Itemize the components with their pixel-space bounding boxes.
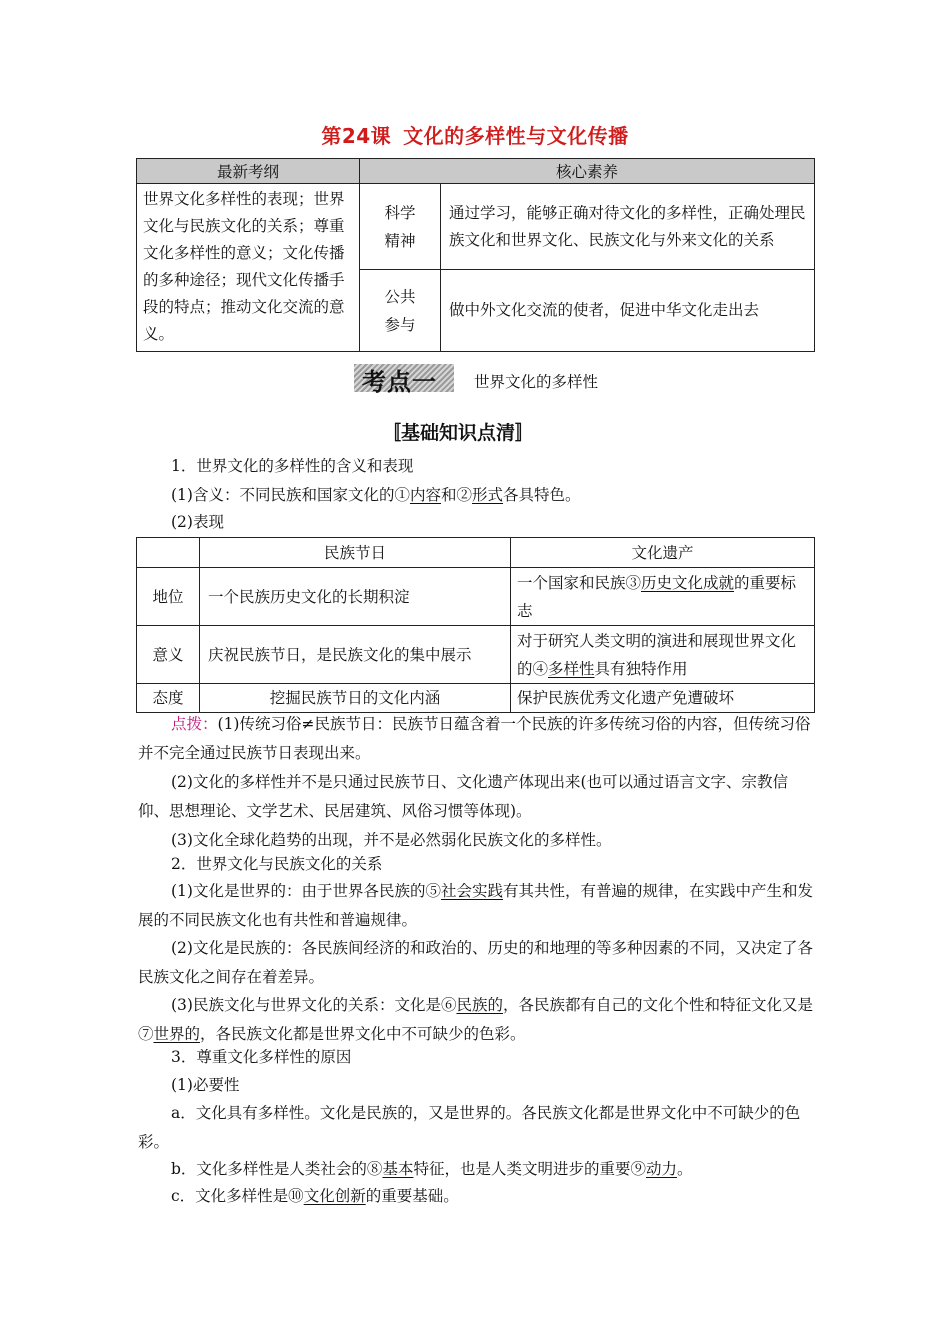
label-line: 公共 [384, 287, 416, 306]
label-line: 精神 [384, 231, 416, 250]
s3-a: a．文化具有多样性。文化是民族的，又是世界的。各民族文化都是世界文化中不可缺少的色彩。 [138, 1104, 801, 1151]
left-bracket-icon: 〚 [382, 422, 402, 444]
lesson-topic: 文化的多样性与文化传播 [403, 124, 629, 148]
s2-heading: 2．世界文化与民族文化的关系 [171, 855, 383, 873]
tip-2: (2)文化的多样性并不是只通过民族节日、文化遗产体现出来(也可以通过语言文字、宗教信仰、思想理论、文学艺术、民居建筑、风俗习惯等体现)。 [138, 773, 789, 820]
literacy-text-science: 通过学习，能够正确对待文化的多样性，正确处理民族文化和世界文化、民族文化与外来文化的关系 [441, 184, 815, 270]
answer-blank: 世界的 [153, 1025, 201, 1043]
intro-table [136, 158, 815, 352]
kaodian-label: 世界文化的多样性 [474, 373, 599, 391]
text-run: ，各民族文化都是世界文化中不可缺少的色彩。 [200, 1025, 526, 1043]
s3-b [138, 1155, 815, 1184]
answer-blank: 文化创新 [303, 1187, 366, 1205]
tip-3: (3)文化全球化趋势的出现，并不是必然弱化民族文化的多样性。 [171, 831, 612, 849]
kaodian-badge [344, 360, 456, 394]
heritage-cell [511, 568, 815, 626]
tip-label: 点拨： [171, 715, 218, 733]
text-run: 各具特色。 [503, 486, 581, 504]
text-run: 特征，也是人类文明进步的重要⑨ [413, 1160, 646, 1178]
text-run: 对于研究人类文明的演进和展现世界文化的④ [517, 631, 797, 678]
answer-blank: 民族的 [456, 996, 503, 1014]
text-run: 的重要基础。 [365, 1187, 459, 1205]
tip-1 [138, 710, 815, 768]
table-corner [137, 538, 200, 568]
festival-cell: 一个民族历史文化的长期积淀 [200, 568, 511, 626]
text-run: 具有独特作用 [594, 659, 688, 678]
section-heading-text: 基础知识点清 [401, 422, 516, 444]
s2-p3 [138, 991, 815, 1049]
section-heading [382, 418, 534, 445]
answer-blank: 基本 [382, 1160, 414, 1178]
label-line: 参与 [384, 315, 416, 334]
s3-sub: (1)必要性 [171, 1076, 240, 1094]
text-run: (1)含义：不同民族和国家文化的① [171, 486, 410, 504]
syllabus-text: 世界文化多样性的表现；世界文化与民族文化的关系；尊重文化多样性的意义；文化传播的多种途径；现代文化传播手段的特点；推动文化交流的意义。 [137, 184, 360, 352]
festival-header: 民族节日 [200, 538, 511, 568]
page-title [0, 120, 950, 149]
festival-cell: 庆祝民族节日，是民族文化的集中展示 [200, 626, 511, 684]
text-run: (1)传统习俗≠民族节日：民族节日蕴含着一个民族的许多传统习俗的内容，但传统习俗并不完全通过民族节日表现出来。 [138, 715, 811, 762]
heritage-cell: 保护民族优秀文化遗产免遭破坏 [511, 684, 815, 713]
text-run: 。 [676, 1160, 693, 1178]
literacy-label-science [360, 184, 441, 270]
literacy-text-public: 做中外文化交流的使者，促进中华文化走出去 [441, 270, 815, 352]
answer-blank: 动力 [645, 1160, 677, 1178]
text-run: (1)文化是世界的：由于世界各民族的⑤ [171, 882, 441, 900]
right-bracket-icon: 〛 [515, 422, 535, 444]
text-run: ，各民族都有自己的文化个性和特征文化又是⑦ [138, 996, 813, 1043]
s2-p1 [138, 877, 815, 935]
s3-c [138, 1182, 815, 1211]
row-label: 态度 [137, 684, 200, 713]
festival-cell: 挖掘民族节日的文化内涵 [200, 684, 511, 713]
heritage-header: 文化遗产 [511, 538, 815, 568]
s3-heading: 3．尊重文化多样性的原因 [171, 1048, 352, 1066]
heritage-cell [511, 626, 815, 684]
row-label: 意义 [137, 626, 200, 684]
badge-text: 考点一 [362, 368, 437, 396]
s1-manifestation: (2)表现 [171, 513, 224, 531]
manifestation-table [136, 537, 815, 713]
text-run: 的重要标志 [517, 573, 797, 620]
answer-blank: 历史文化成就 [641, 573, 735, 592]
answer-blank: 多样性 [548, 659, 595, 678]
s2-p2: (2)文化是民族的：各民族间经济的和政治的、历史的和地理的等多种因素的不同，又决定了各民族文化之间存在着差异。 [138, 939, 813, 986]
text-run: c．文化多样性是⑩ [171, 1187, 304, 1205]
literacy-label-public [360, 270, 441, 352]
answer-blank: 形式 [472, 486, 504, 504]
text-run: (3)民族文化与世界文化的关系：文化是⑥ [171, 996, 457, 1014]
text-run: 一个国家和民族③ [517, 573, 642, 592]
row-label: 地位 [137, 568, 200, 626]
label-line: 科学 [384, 203, 416, 222]
text-run: b．文化多样性是人类社会的⑧ [171, 1160, 383, 1178]
text-run: 有其共性，有普遍的规律，在实践中产生和发展的不同民族文化也有共性和普遍规律。 [138, 882, 813, 929]
literacy-header: 核心素养 [360, 159, 815, 184]
lesson-number: 第24课 [321, 124, 392, 148]
s1-heading: 1．世界文化的多样性的含义和表现 [171, 457, 414, 475]
answer-blank: 内容 [409, 486, 441, 504]
s1-definition [138, 481, 815, 510]
answer-blank: 社会实践 [440, 882, 503, 900]
syllabus-header: 最新考纲 [137, 159, 360, 184]
text-run: 和② [440, 486, 472, 504]
